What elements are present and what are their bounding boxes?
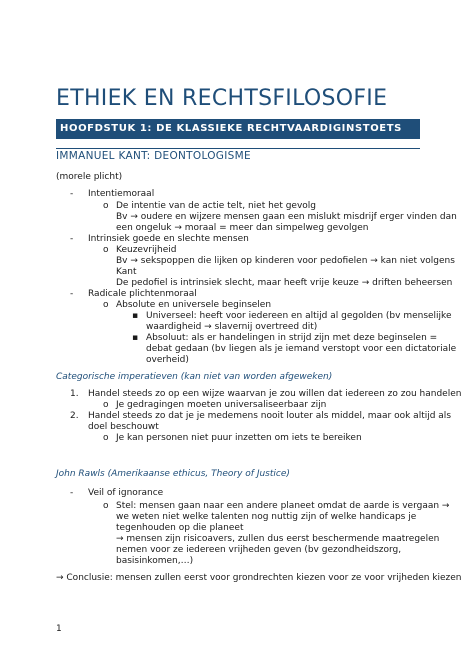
list-subitem-text: → mensen zijn risicoavers, zullen dus eerst beschermende maatregelen: [116, 534, 440, 544]
list-item: Radicale plichtenmoraal: [88, 289, 197, 299]
list-subitem: Je kan personen niet puur inzetten om iets te bereiken: [116, 433, 362, 443]
numbered-item: Handel steeds zo dat je je medemens nooit louter als middel, maar ook altijd als: [88, 411, 452, 421]
list-dash: -: [70, 488, 74, 498]
list-dash: -: [70, 189, 74, 199]
list-subitem-text: nemen voor ze iedereen vrijheden geven (bv gezondheidszorg,: [116, 545, 402, 555]
list-item: Intrinsiek goede en slechte mensen: [88, 234, 249, 244]
list-subitem-text: Bv → oudere en wijzere mensen gaan een mislukt misdrijf erger vinden dan: [116, 212, 457, 222]
list-square-bullet: ▪: [132, 311, 139, 321]
list-number: 1.: [70, 389, 79, 399]
list-subitem-text: een ongeluk → moraal = meer dan simpelweg gevolgen: [116, 223, 369, 233]
list-bullet-text: overheid): [146, 355, 189, 365]
list-circle: o: [103, 245, 109, 255]
list-subitem-text: De pedofiel is intrinsiek slecht, maar heeft vrije keuze → driften beheersen: [116, 278, 453, 288]
list-bullet-text: debat gedaan (bv liegen als je iemand verstopt voor een dictatoriale: [146, 344, 457, 354]
list-subitem: Absolute en universele beginselen: [116, 300, 272, 310]
list-item: Veil of ignorance: [88, 488, 164, 498]
list-subitem: Je gedragingen moeten universaliseerbaar zijn: [116, 400, 327, 410]
list-bullet-text: waardigheid → slavernij overtreed dit): [146, 322, 318, 332]
list-circle: o: [103, 433, 109, 443]
page-number: 1: [56, 624, 62, 634]
list-dash: -: [70, 289, 74, 299]
list-subitem: Keuzevrijheid: [116, 245, 177, 255]
list-item: Intentiemoraal: [88, 189, 155, 199]
numbered-item-text: doel beschouwt: [88, 422, 159, 432]
list-subitem-text: Bv → sekspoppen die lijken op kinderen voor pedofielen → kan niet volgens: [116, 256, 455, 266]
list-circle: o: [103, 501, 109, 511]
subheading-rawls: John Rawls (Amerikaanse ethicus, Theory of Justice): [56, 469, 290, 479]
list-bullet-text: Absoluut: als er handelingen in strijd zijn met deze beginselen =: [146, 333, 438, 343]
list-dash: -: [70, 234, 74, 244]
list-circle: o: [103, 300, 109, 310]
conclusion-text: → Conclusie: mensen zullen eerst voor grondrechten kiezen voor ze voor vrijheden kiezen: [56, 573, 462, 583]
list-subitem-text: we weten niet welke talenten nog nuttig zijn of welke handicaps je: [116, 512, 417, 522]
list-subitem: De intentie van de actie telt, niet het gevolg: [116, 201, 317, 211]
list-circle: o: [103, 201, 109, 211]
list-subitem-text: tegenhouden op die planeet: [116, 523, 244, 533]
list-subitem-text: basisinkomen,…): [116, 556, 194, 566]
chapter-heading: HOOFDSTUK 1: DE KLASSIEKE RECHTVAARDIGINSTOETS: [56, 119, 420, 139]
list-square-bullet: ▪: [132, 333, 139, 343]
list-circle: o: [103, 400, 109, 410]
intro-text: (morele plicht): [56, 172, 123, 182]
document-title: ETHIEK EN RECHTSFILOSOFIE: [56, 86, 388, 111]
list-subitem-text: Stel: mensen gaan naar een andere planeet omdat de aarde is vergaan →: [116, 501, 450, 511]
numbered-item: Handel steeds zo op een wijze waarvan je zou willen dat iedereen zo zou handelen: [88, 389, 462, 399]
subheading-imperatives: Categorische imperatieven (kan niet van worden afgeweken): [56, 372, 333, 382]
section-heading: IMMANUEL KANT: DEONTOLOGISME: [56, 148, 420, 164]
list-number: 2.: [70, 411, 79, 421]
list-bullet-text: Universeel: heeft voor iedereen en altijd al gegolden (bv menselijke: [146, 311, 452, 321]
list-subitem-text: Kant: [116, 267, 137, 277]
